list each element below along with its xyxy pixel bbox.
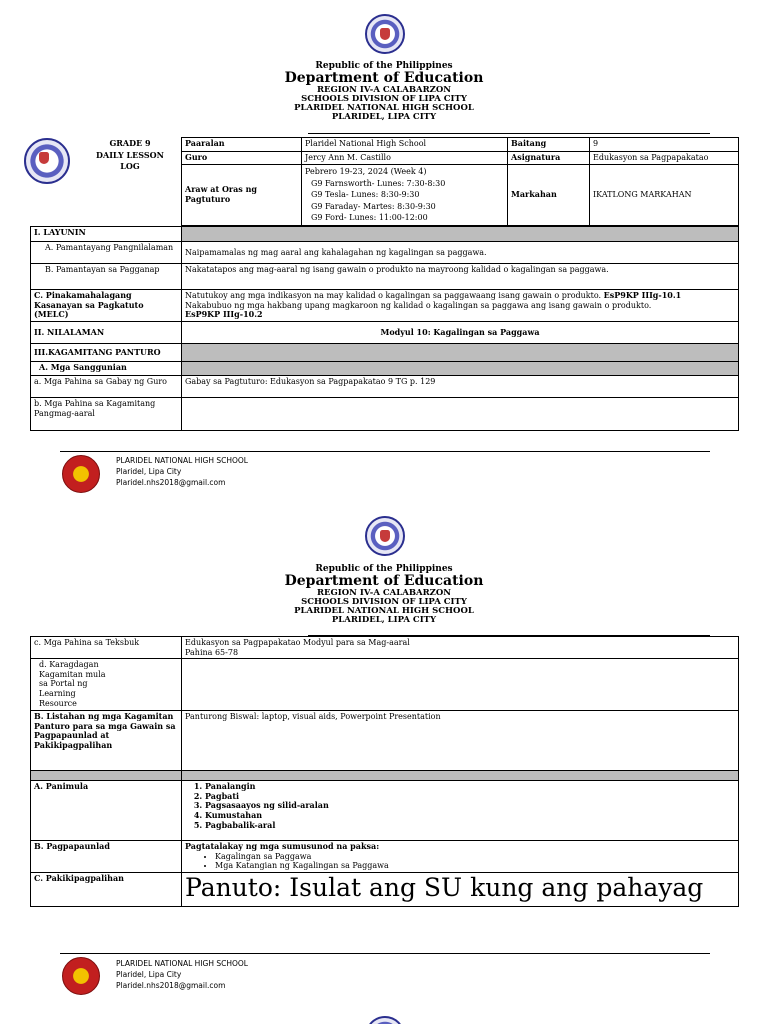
pakikipagpalihan-label: C. Pakikipagpalihan <box>31 873 182 907</box>
grey-band <box>182 362 739 376</box>
schedule-line: G9 Farnsworth- Lunes: 7:30-8:30 <box>311 178 446 188</box>
araw-label: Araw at Oras ng Pagtuturo <box>182 165 302 226</box>
markahan-label: Markahan <box>508 165 590 226</box>
footer-address: Plaridel, Lipa City <box>116 969 182 979</box>
gabay-value: Gabay sa Pagtuturo: Edukasyon sa Pagpapakatao 9 TG p. 129 <box>182 376 739 398</box>
schedule-line: G9 Tesla- Lunes: 8:30-9:30 <box>311 190 420 200</box>
list-item: • Mga Katangian ng Kagalingan sa Paggawa <box>215 861 735 871</box>
list-item: • Kagalingan sa Paggawa <box>215 852 735 862</box>
teksbuk-line: Edukasyon sa Pagpapakatao Modyul para sa Mag-aaral <box>185 638 410 647</box>
kagamitang-value <box>182 398 739 431</box>
footer-address: Plaridel, Lipa City <box>116 466 182 476</box>
dll-title-line: LOG <box>120 161 140 172</box>
list-item: 2. Pagbati <box>205 792 735 802</box>
department-text: Department of Education <box>284 70 484 87</box>
panimula-label: A. Panimula <box>31 781 182 841</box>
pagpapaunlad-intro: Pagtatalakay ng mga sumusunod na paksa: <box>185 841 380 852</box>
melc-text: Nakabubuo ng mga hakbang upang magkaroon ng kalidad o kagalingan sa paggawa ang isang gawain o produkto. <box>185 300 652 310</box>
schedule-line: G9 Ford- Lunes: 11:00-12:00 <box>311 213 428 223</box>
baitang-label: Baitang <box>508 138 590 152</box>
schedule-line: G9 Faraday- Martes: 8:30-9:30 <box>311 201 436 211</box>
page-header <box>0 62 768 122</box>
melc-label: C. Pinakamahalagang Kasanayan sa Pagkatuto (MELC) <box>31 290 182 322</box>
guro-value: Jercy Ann M. Castillo <box>302 152 508 165</box>
nilalaman-label: II. NILALAMAN <box>31 322 182 344</box>
gabay-label: a. Mga Pahina sa Gabay ng Guro <box>31 376 182 398</box>
melc-code: EsP9KP IIIg-10.1 <box>603 290 682 300</box>
list-item: 1. Panalangin <box>205 782 735 792</box>
grey-band <box>182 227 739 242</box>
grey-band <box>182 344 739 362</box>
markahan-value: IKATLONG MARKAHAN <box>590 165 739 226</box>
footer-email: Plaridel.nhs2018@gmail.com <box>116 477 226 487</box>
list-item: 3. Pagsasaayos ng silid-aralan <box>205 801 735 811</box>
pamantayang-value: Naipamamalas ng mag aaral ang kahalagahan ng kagalingan sa paggawa. <box>182 242 739 264</box>
region-text: REGION IV-A CALABARZON <box>316 588 452 599</box>
division-text: SCHOOLS DIVISION OF LIPA CITY <box>301 597 467 608</box>
info-table <box>181 137 739 226</box>
dll-title <box>80 138 180 173</box>
nilalaman-value: Modyul 10: Kagalingan sa Paggawa <box>182 322 739 344</box>
karagdagan-label: d. Karagdagan Kagamitan mula sa Portal ng Learning Resource <box>31 659 182 711</box>
paaralan-value: Plaridel National High School <box>302 138 508 152</box>
dll-title-line: DAILY LESSON <box>96 149 164 160</box>
pagpapaunlad-value <box>182 841 739 873</box>
listahan-label: B. Listahan ng mga Kagamitan Panturo para sa mga Gawain sa Pagpapaunlad at Pakikipagpalihan <box>31 711 182 771</box>
location-text: PLARIDEL, LIPA CITY <box>331 111 437 122</box>
asignatura-label: Asignatura <box>508 152 590 165</box>
deped-seal-icon <box>365 14 405 54</box>
lesson-table-page1 <box>30 226 739 431</box>
list-item: 5. Pagbabalik-aral <box>205 821 735 831</box>
dll-title-line: GRADE 9 <box>109 138 151 148</box>
division-text: SCHOOLS DIVISION OF LIPA CITY <box>301 94 467 105</box>
header-rule <box>308 133 710 134</box>
teksbuk-line: Pahina 65-78 <box>185 647 239 657</box>
list-item: 4. Kumustahan <box>205 811 735 821</box>
department-text: Department of Education <box>284 573 484 590</box>
listahan-value: Panturong Biswal: laptop, visual aids, Powerpoint Presentation <box>182 711 739 771</box>
footer-school: PLARIDEL NATIONAL HIGH SCHOOL <box>116 959 248 968</box>
footer-school: PLARIDEL NATIONAL HIGH SCHOOL <box>116 456 248 465</box>
pagganap-label: B. Pamantayan sa Pagganap <box>31 264 182 290</box>
guro-label: Guro <box>182 152 302 165</box>
teksbuk-value <box>182 637 739 659</box>
layunin-heading: I. LAYUNIN <box>31 227 182 242</box>
footer-email: Plaridel.nhs2018@gmail.com <box>116 980 226 990</box>
paaralan-label: Paaralan <box>182 138 302 152</box>
kagamitan-heading: III.KAGAMITANG PANTURO <box>31 344 182 362</box>
deped-seal-icon <box>365 1016 405 1024</box>
footer-text <box>116 456 248 489</box>
lesson-table-page2 <box>30 636 739 907</box>
page-header <box>0 565 768 625</box>
teksbuk-label: c. Mga Pahina sa Teksbuk <box>31 637 182 659</box>
baitang-value: 9 <box>590 138 739 152</box>
melc-text: Natutukoy ang mga indikasyon na may kalidad o kagalingan sa paggawaang isang gawain o produkto. <box>185 291 602 300</box>
araw-schedule <box>302 165 508 226</box>
republic-text: Republic of the Philippines <box>315 564 453 574</box>
grey-band <box>182 771 739 781</box>
karagdagan-value <box>182 659 739 711</box>
footer-text <box>116 959 248 992</box>
panimula-list <box>182 781 739 841</box>
sanggunian-label: A. Mga Sanggunian <box>31 362 182 376</box>
kagamitang-label: b. Mga Pahina sa Kagamitang Pangmag-aaral <box>31 398 182 431</box>
footer-rule <box>60 953 710 954</box>
school-text: PLARIDEL NATIONAL HIGH SCHOOL <box>294 102 474 113</box>
asignatura-value: Edukasyon sa Pagpapakatao <box>590 152 739 165</box>
grey-band <box>31 771 182 781</box>
pamantayang-label: A. Pamantayang Pangnilalaman <box>31 242 182 264</box>
republic-text: Republic of the Philippines <box>315 61 453 71</box>
school-logo-icon <box>62 455 100 493</box>
pagganap-value: Nakatatapos ang mag-aaral ng isang gawain o produkto na mayroong kalidad o kagalingan sa paggawa. <box>182 264 739 290</box>
pagpapaunlad-label: B. Pagpapaunlad <box>31 841 182 873</box>
panuto-text: Panuto: Isulat ang SU kung ang pahayag <box>182 873 739 907</box>
school-text: PLARIDEL NATIONAL HIGH SCHOOL <box>294 605 474 616</box>
melc-value <box>182 290 739 322</box>
school-logo-icon <box>62 957 100 995</box>
footer-rule <box>60 451 710 452</box>
schedule-line: Pebrero 19-23, 2024 (Week 4) <box>305 167 427 176</box>
location-text: PLARIDEL, LIPA CITY <box>331 614 437 625</box>
deped-seal-icon <box>365 516 405 556</box>
melc-code: EsP9KP IIIg-10.2 <box>185 309 263 320</box>
deped-seal-icon <box>24 138 70 184</box>
region-text: REGION IV-A CALABARZON <box>316 85 452 96</box>
